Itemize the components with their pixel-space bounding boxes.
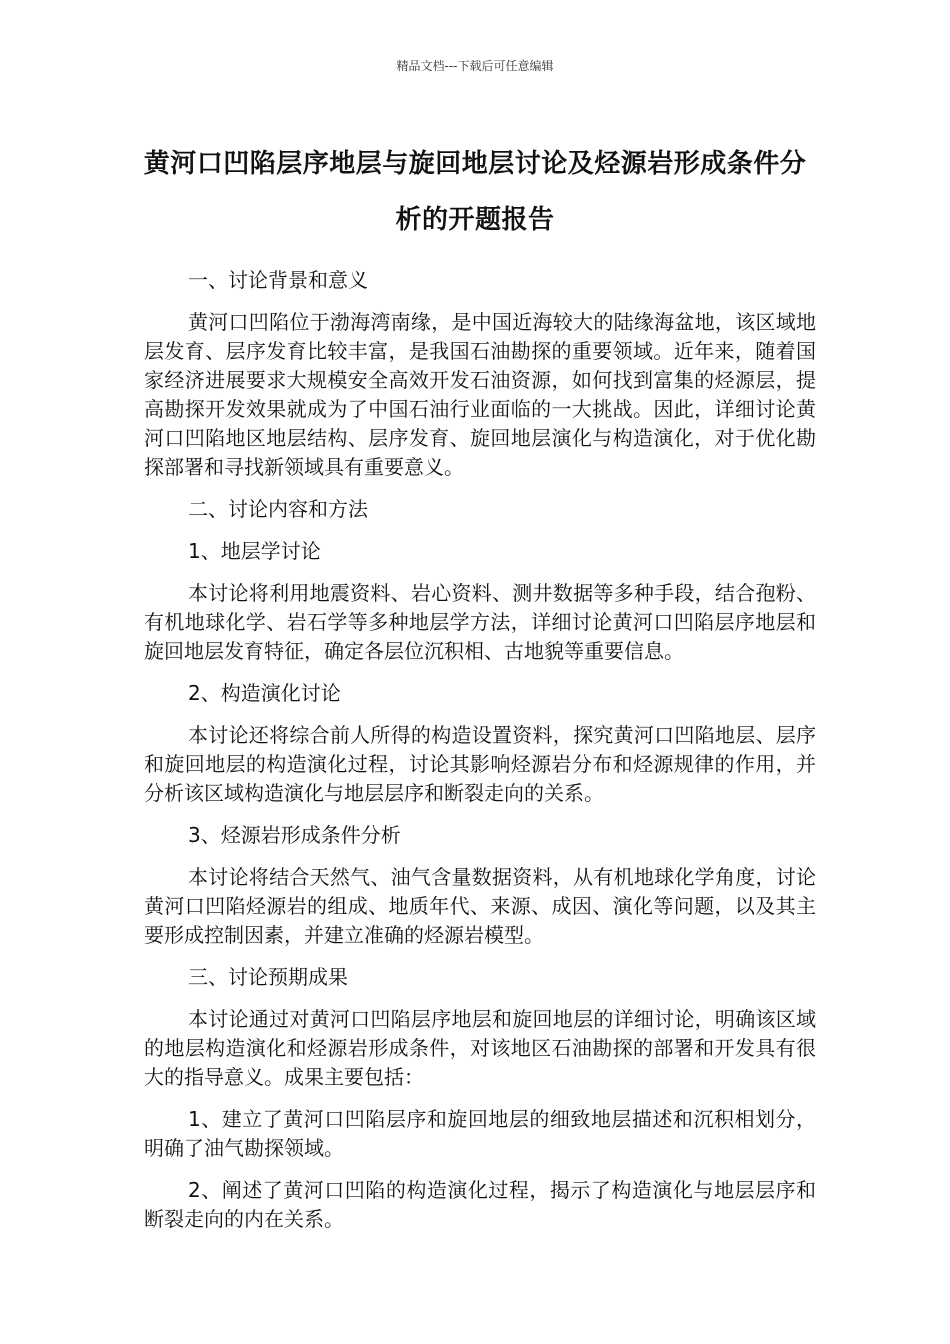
section-2-2-paragraph: 本讨论还将综合前人所得的构造设置资料，探究黄河口凹陷地层、层序和旋回地层的构造演化过程，讨论其影响烃源岩分布和烃源规律的作用，并分析该区域构造演化与地层层序和断裂走向的关系。 xyxy=(144,723,816,805)
section-3-item-2: 2、阐述了黄河口凹陷的构造演化过程，揭示了构造演化与地层层序和断裂走向的内在关系。 xyxy=(144,1178,816,1231)
section-2-3-heading: 3、烃源岩形成条件分析 xyxy=(188,823,401,847)
section-1-heading: 一、讨论背景和意义 xyxy=(188,268,368,292)
document-body xyxy=(144,266,816,1247)
section-1-paragraph: 黄河口凹陷位于渤海湾南缘，是中国近海较大的陆缘海盆地，该区域地层发育、层序发育比较丰富，是我国石油勘探的重要领域。近年来，随着国家经济进展要求大规模安全高效开发石油资源，如何找到富集的烃源层，提高勘探开发效果就成为了中国石油行业面临的一大挑战。因此，详细讨论黄河口凹陷地区地层结构、层序发育、旋回地层演化与构造演化，对于优化勘探部署和寻找新领域具有重要意义。 xyxy=(144,310,816,479)
section-2-3-paragraph: 本讨论将结合天然气、油气含量数据资料，从有机地球化学角度，讨论黄河口凹陷烃源岩的组成、地质年代、来源、成因、演化等问题，以及其主要形成控制因素，并建立准确的烃源岩模型。 xyxy=(144,865,816,947)
section-3-paragraph: 本讨论通过对黄河口凹陷层序地层和旋回地层的详细讨论，明确该区域的地层构造演化和烃源岩形成条件，对该地区石油勘探的部署和开发具有很大的指导意义。成果主要包括： xyxy=(144,1007,816,1089)
section-2-heading: 二、讨论内容和方法 xyxy=(188,497,368,521)
section-2-1-paragraph: 本讨论将利用地震资料、岩心资料、测井数据等多种手段，结合孢粉、有机地球化学、岩石学等多种地层学方法，详细讨论黄河口凹陷层序地层和旋回地层发育特征，确定各层位沉积相、古地貌等重要信息。 xyxy=(144,581,816,663)
section-2-2-heading: 2、构造演化讨论 xyxy=(188,681,341,705)
section-3-heading: 三、讨论预期成果 xyxy=(188,965,348,989)
section-2-1-heading: 1、地层学讨论 xyxy=(188,539,321,563)
section-3-item-1: 1、建立了黄河口凹陷层序和旋回地层的细致地层描述和沉积相划分，明确了油气勘探领域。 xyxy=(144,1107,816,1160)
document-title: 黄河口凹陷层序地层与旋回地层讨论及烃源岩形成条件分析的开题报告 xyxy=(143,149,807,235)
page-header: 精品文档---下载后可任意编辑 xyxy=(396,59,554,73)
